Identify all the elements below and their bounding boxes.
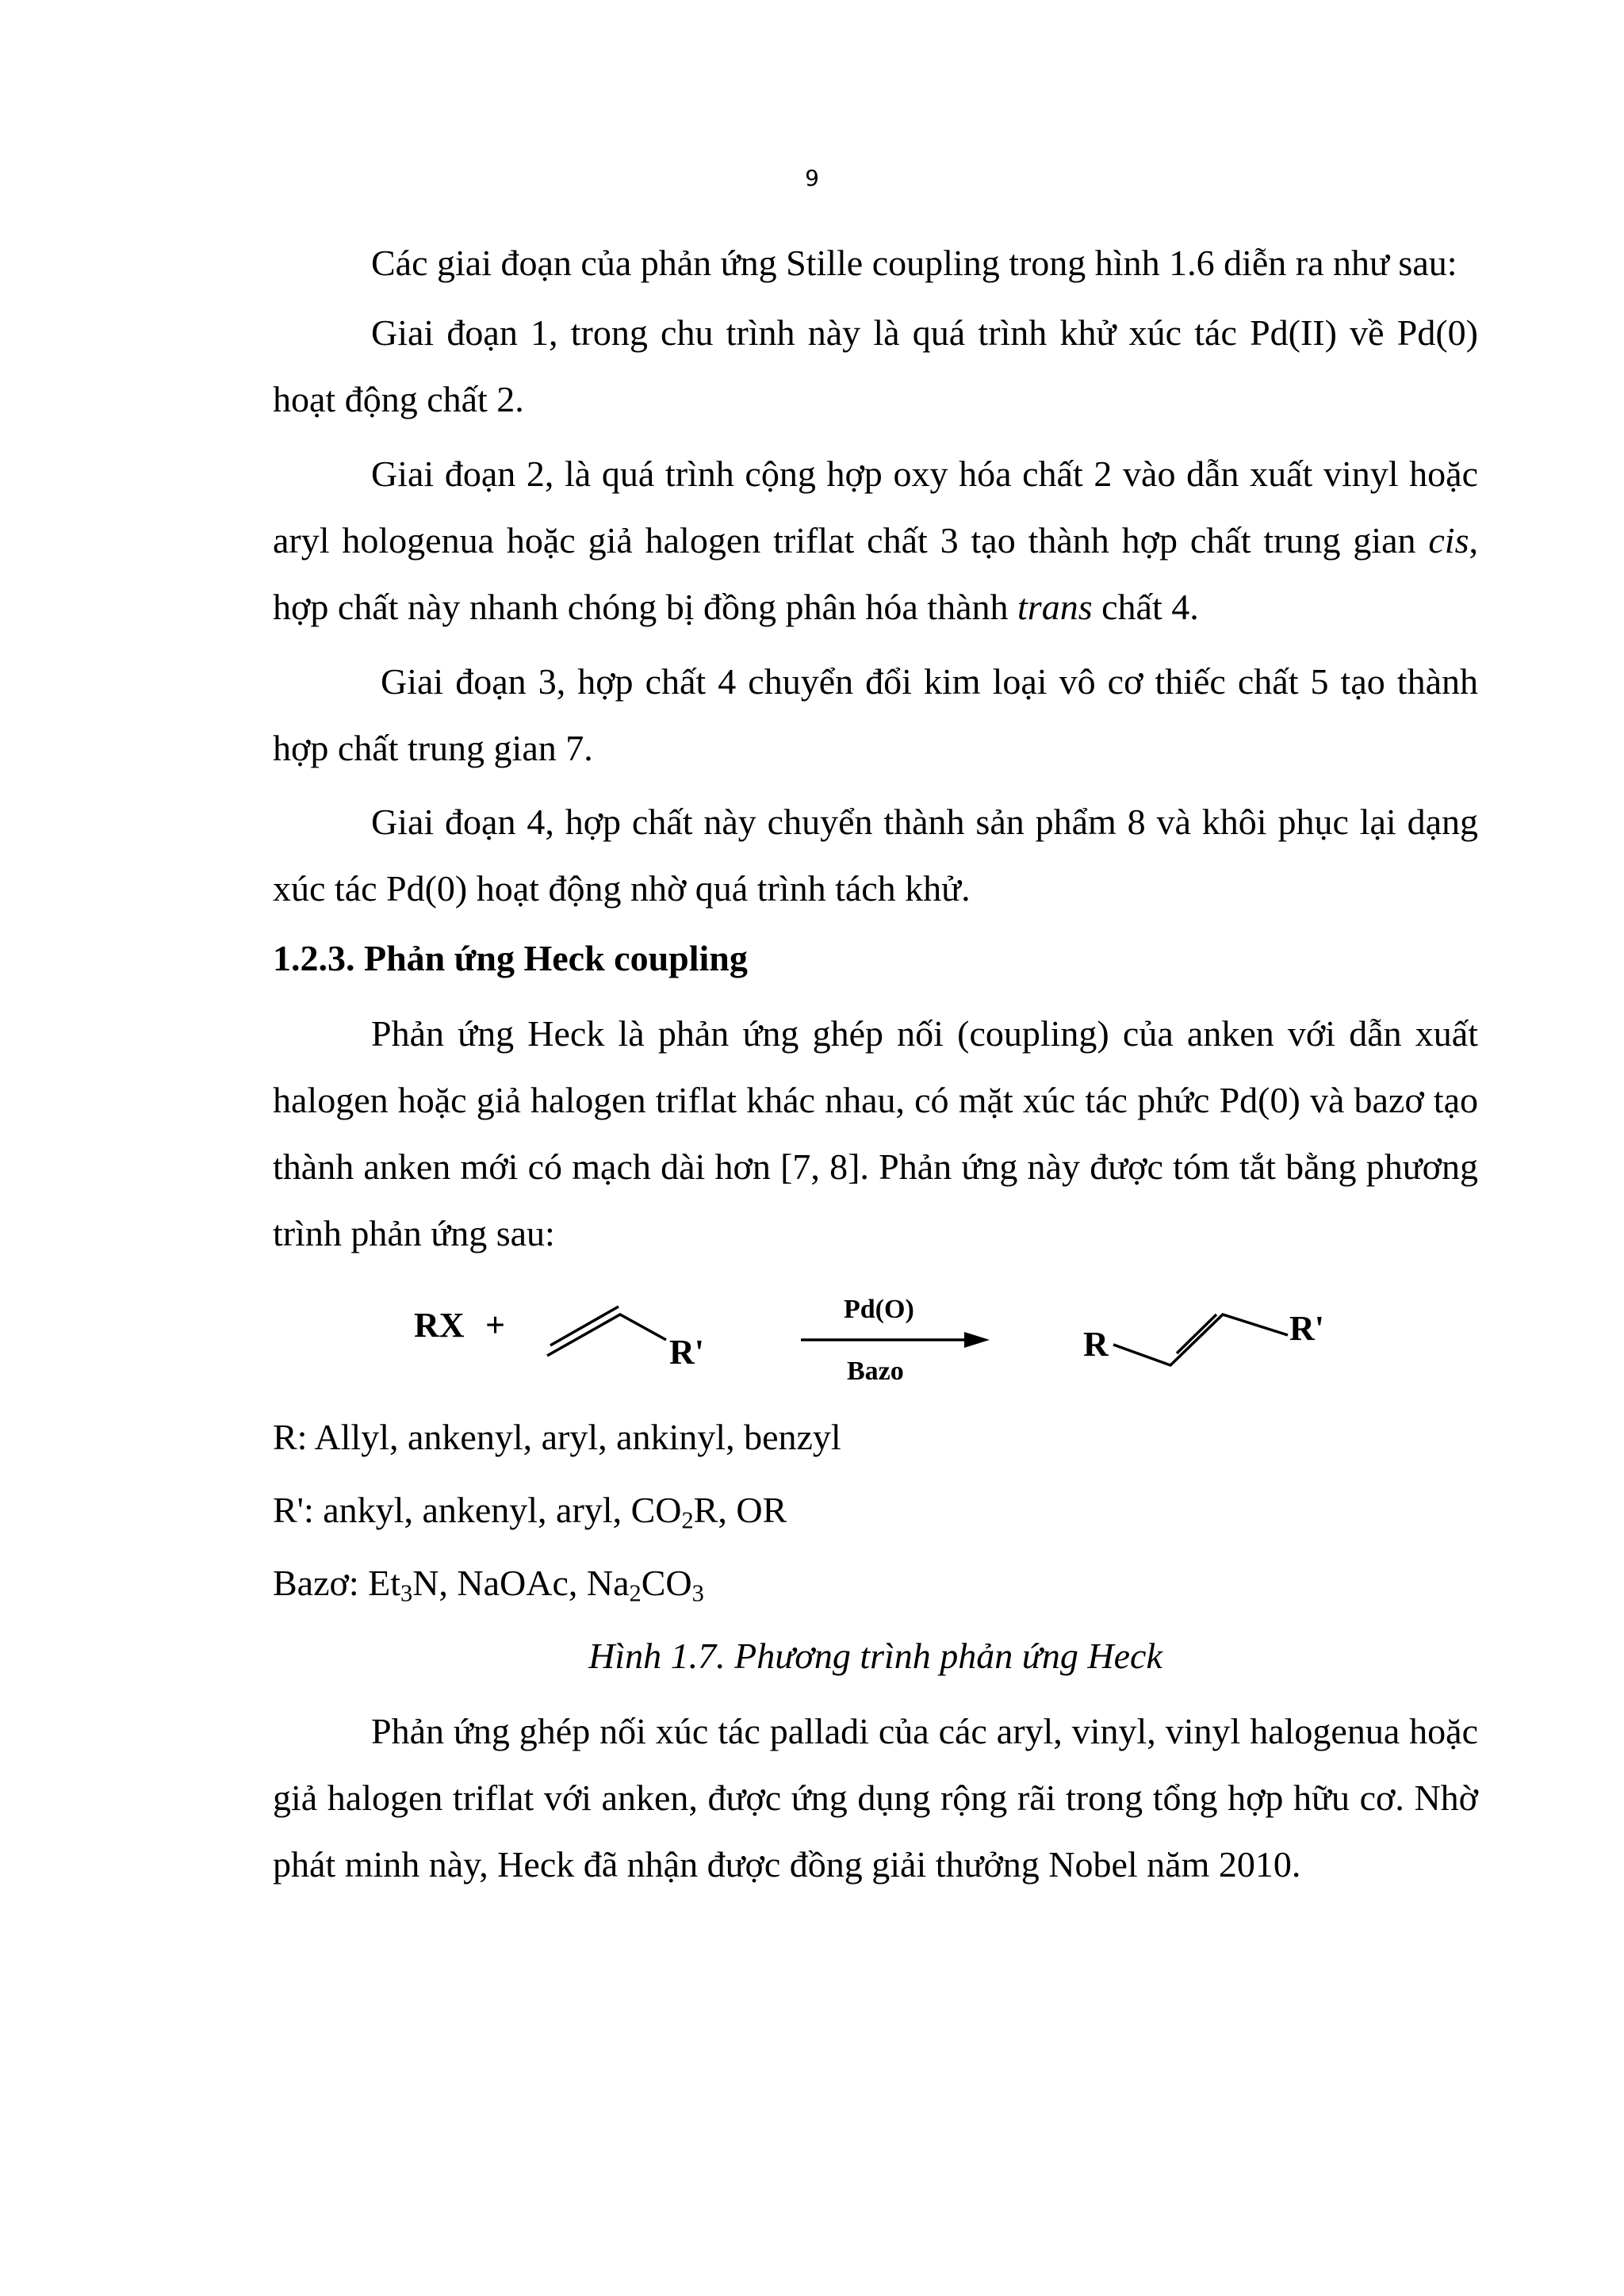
subscript: 2 — [629, 1579, 642, 1607]
stage-2-text-a: Giai đoạn 2, là quá trình cộng hợp oxy hóa chất 2 vào dẫn xuất vinyl hoặc aryl hologenua hoặc giả halogen triflat chất 3 tạo thành hợp chất trung gian — [273, 453, 1478, 561]
plus-sign: + — [485, 1306, 506, 1345]
stille-stage-1: Giai đoạn 1, trong chu trình này là quá trình khử xúc tác Pd(II) về Pd(0) hoạt động chất 2. — [273, 312, 1478, 419]
r-prime-definition — [273, 1489, 787, 1534]
base-text: Bazơ: Et — [273, 1563, 400, 1603]
base-text-mid: N, NaOAc, Na — [412, 1563, 630, 1603]
product-bonds — [1113, 1314, 1288, 1365]
subscript: 2 — [681, 1506, 694, 1534]
arrow-head — [964, 1332, 990, 1348]
subscript: 3 — [400, 1579, 413, 1607]
figure-caption: Hình 1.7. Phương trình phản ứng Heck — [588, 1636, 1162, 1676]
r-prime-text-end: R, OR — [693, 1490, 787, 1530]
subscript: 3 — [691, 1579, 704, 1607]
page-number: 9 — [805, 165, 819, 191]
stille-stage-3: Giai đoạn 3, hợp chất 4 chuyển đổi kim loại vô cơ thiếc chất 5 tạo thành hợp chất trung gian 7. — [273, 661, 1478, 768]
r-definition: R: Allyl, ankenyl, aryl, ankinyl, benzyl — [273, 1417, 841, 1457]
r-prime-text: R': ankyl, ankenyl, aryl, CO — [273, 1490, 682, 1530]
product-substituent: R' — [1289, 1309, 1324, 1348]
heck-reaction-scheme — [396, 1276, 1380, 1387]
base-definition — [273, 1562, 704, 1607]
stille-stage-2 — [273, 441, 1478, 641]
alkene-bond — [547, 1314, 666, 1356]
alkene-double-bond — [550, 1307, 619, 1345]
heck-intro: Phản ứng Heck là phản ứng ghép nối (coupling) của anken với dẫn xuất halogen hoặc giả halogen triflat khác nhau, có mặt xúc tác phức Pd(0) và bazơ tạo thành anken mới có mạch dài hơn [7, 8]. Phản ứng này được tóm tắt bằng phương trình phản ứng sau: — [273, 1013, 1478, 1253]
alkene-substituent: R' — [669, 1333, 704, 1372]
product-double-bond — [1177, 1314, 1216, 1353]
trans-term: trans — [1017, 587, 1093, 627]
stille-intro: Các giai đoạn của phản ứng Stille coupling trong hình 1.6 diễn ra như sau: — [371, 243, 1457, 283]
catalyst-label: Pd(O) — [844, 1295, 914, 1324]
cis-term: cis — [1428, 520, 1469, 561]
closing-paragraph: Phản ứng ghép nối xúc tác palladi của các aryl, vinyl, vinyl halogenua hoặc giả halogen triflat với anken, được ứng dụng rộng rãi trong tổng hợp hữu cơ. Nhờ phát minh này, Heck đã nhận được đồng giải thưởng Nobel năm 2010. — [273, 1711, 1478, 1885]
stage-2-text-b: , hợp chất này nhanh chóng bị đồng phân hóa thành — [273, 520, 1478, 627]
stille-stage-4: Giai đoạn 4, hợp chất này chuyển thành sản phẩm 8 và khôi phục lại dạng xúc tác Pd(0) hoạt động nhờ quá trình tách khử. — [273, 802, 1478, 909]
section-heading: 1.2.3. Phản ứng Heck coupling — [273, 938, 748, 978]
stage-2-text-c: chất 4. — [1092, 587, 1199, 627]
product-r: R — [1083, 1325, 1109, 1364]
base-label: Bazo — [847, 1357, 904, 1386]
base-text-mid-2: CO — [641, 1563, 692, 1603]
reactant-rx: RX — [414, 1306, 465, 1345]
